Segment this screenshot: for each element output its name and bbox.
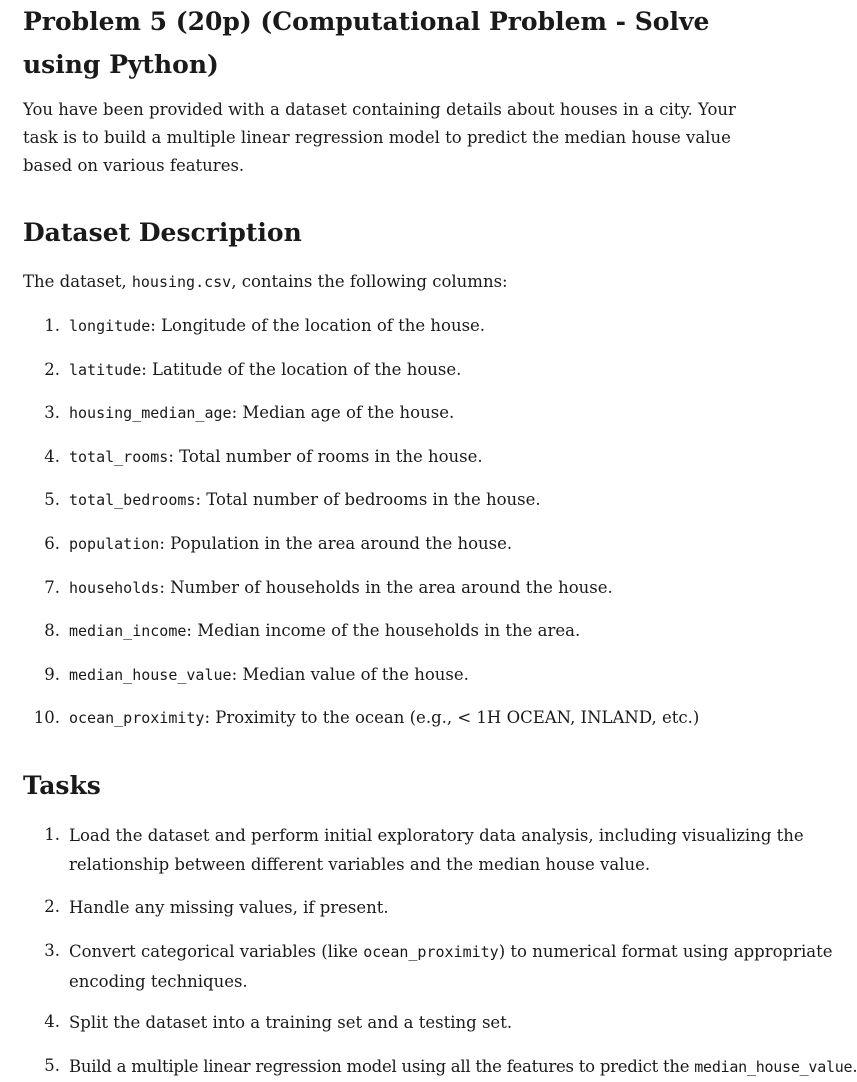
task-text	[69, 893, 834, 922]
task-text	[69, 1052, 857, 1082]
column-description: : Median income of the households in the area.	[186, 621, 581, 640]
list-number: 8.	[44, 621, 60, 640]
column-entry	[69, 356, 834, 384]
list-number: 4.	[44, 447, 60, 466]
task-text-segment: Split the dataset into a training set and a testing set.	[69, 1013, 513, 1032]
list-number: 7.	[44, 578, 60, 597]
column-description: : Median age of the house.	[231, 403, 455, 422]
task-text-segment: Convert categorical variables (like	[69, 942, 364, 961]
column-description: : Median value of the house.	[231, 665, 469, 684]
column-entry	[69, 486, 834, 514]
problem-intro: You have been provided with a dataset containing details about houses in a city. Your task is to build a multiple linear regression model to predict the median house value based on various features.	[23, 100, 736, 175]
dataset-intro-prefix: The dataset,	[23, 272, 132, 291]
task-text-segment: Load the dataset and perform initial exploratory data analysis, including visualizing the relationship between different variables and the median house value.	[69, 826, 804, 874]
task-text	[69, 1008, 834, 1037]
column-name: population	[69, 535, 160, 553]
tasks-heading: Tasks	[23, 771, 101, 800]
dataset-description-heading: Dataset Description	[23, 218, 302, 247]
list-number: 1.	[44, 316, 60, 335]
column-name: latitude	[69, 361, 142, 379]
list-number: 2.	[44, 360, 60, 379]
column-name: housing_median_age	[69, 404, 232, 422]
task-text	[69, 937, 834, 996]
column-description: : Longitude of the location of the house.	[150, 316, 486, 335]
column-entry	[69, 704, 834, 732]
column-entry	[69, 312, 834, 340]
dataset-intro	[23, 269, 783, 295]
list-number: 6.	[44, 534, 60, 553]
column-name: longitude	[69, 317, 151, 335]
dataset-filename: housing.csv	[131, 273, 232, 291]
column-name: households	[69, 579, 160, 597]
task-text-segment: ) to numerical format using appropriate encoding techniques.	[69, 942, 833, 991]
column-name: median_house_value	[69, 666, 232, 684]
task-text-segment: Build a multiple linear regression model using all the features to predict the	[69, 1057, 695, 1076]
task-text-segment: Handle any missing values, if present.	[69, 898, 389, 917]
list-number: 3.	[44, 403, 60, 422]
column-description: : Total number of bedrooms in the house.	[195, 490, 541, 509]
column-entry	[69, 399, 834, 427]
column-entry	[69, 443, 834, 471]
list-number: 1.	[44, 825, 60, 844]
list-number: 5.	[44, 1056, 60, 1075]
list-number: 9.	[44, 665, 60, 684]
list-number: 4.	[44, 1012, 60, 1031]
task-text-segment: .	[852, 1057, 857, 1076]
column-description: : Latitude of the location of the house.	[141, 360, 462, 379]
column-description: : Population in the area around the house.	[159, 534, 513, 553]
dataset-intro-suffix: , contains the following columns:	[231, 272, 508, 291]
list-number: 10.	[33, 708, 60, 727]
column-entry	[69, 617, 834, 645]
column-name: ocean_proximity	[69, 709, 205, 727]
task-text	[69, 821, 834, 879]
column-entry	[69, 574, 834, 602]
column-name: median_income	[69, 622, 187, 640]
column-description: : Number of households in the area around the house.	[159, 578, 613, 597]
column-name: total_bedrooms	[69, 491, 196, 509]
column-entry	[69, 530, 834, 558]
column-description: : Total number of rooms in the house.	[168, 447, 483, 466]
column-description: : Proximity to the ocean (e.g., < 1H OCEAN, INLAND, etc.)	[204, 708, 700, 727]
list-number: 3.	[44, 941, 60, 960]
inline-code: ocean_proximity	[363, 943, 499, 961]
inline-code: median_house_value	[694, 1058, 853, 1076]
list-number: 2.	[44, 897, 60, 916]
column-entry	[69, 661, 834, 689]
column-name: total_rooms	[69, 448, 169, 466]
list-number: 5.	[44, 490, 60, 509]
problem-title: Problem 5 (20p) (Computational Problem - Solve using Python)	[23, 7, 710, 79]
